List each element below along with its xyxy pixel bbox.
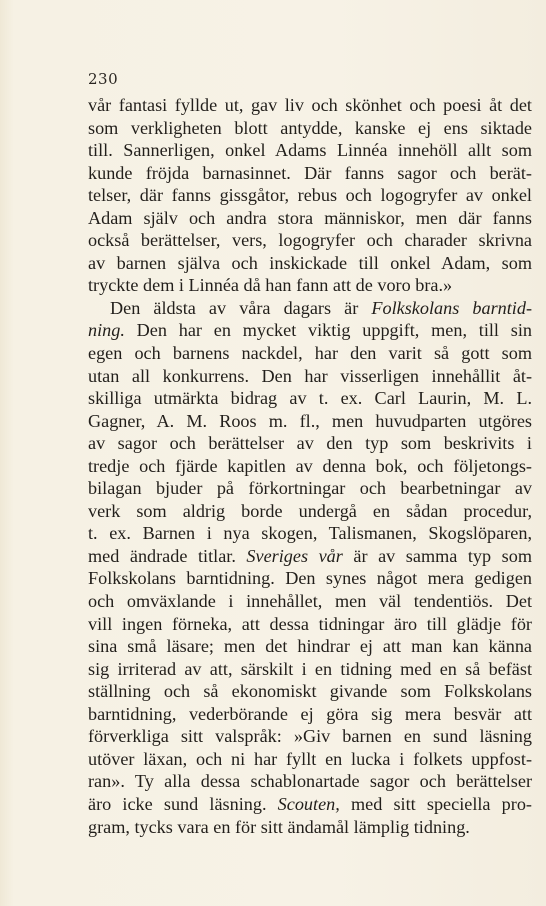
text-line [88,477,532,500]
text-run: utöver läxan, och ni har fyllt en lucka i folkets uppfost- [88,748,532,769]
text-run: sig irriterad av att, särskilt i en tidning med en så befäst [88,658,532,679]
text-line [88,567,532,590]
italic-title: Scouten, [277,793,340,814]
text-run: är av samma typ som [342,545,532,566]
text-line [88,117,532,140]
text-line [88,635,532,658]
text-run: Den äldsta av våra dagars är [110,297,372,318]
italic-title: Folkskolans barntid- [371,297,532,318]
text-run: också berättelser, vers, logogryfer och charader skrivna [88,230,532,251]
text-line [88,162,532,185]
text-line [88,816,532,839]
text-line [88,410,532,433]
text-run: sina små läsare; men det hindrar ej att man kan känna [88,636,532,657]
text-run: tredje och fjärde kapitlen av denna bok, och följetongs- [88,455,532,476]
text-line [88,455,532,478]
text-run: Adam själv och andra stora människor, men där fanns [88,207,532,228]
text-run: äro icke sund läsning. [88,793,278,814]
text-run: ställning och så ekonomiskt givande som Folkskolans [88,681,532,702]
text-run: som verkligheten blott antydde, kanske ej ens siktade [88,117,532,138]
text-line [88,297,532,320]
text-line [88,274,532,297]
text-line [88,658,532,681]
text-line [88,703,532,726]
text-line [88,207,532,230]
text-run: och omväxlande i innehållet, men väl tendentiös. Det [88,591,532,612]
text-run: utan all konkurrens. Den har visserligen innehållit åt- [88,365,532,386]
text-run: vill ingen förneka, att dessa tidningar äro till glädje för [88,613,532,634]
italic-title: ning. [88,320,125,341]
text-line [88,680,532,703]
text-run: telser, där fanns gissgåtor, rebus och logogryfer av onkel [88,185,532,206]
text-run: vår fantasi fyllde ut, gav liv och skönhet och poesi åt det [88,95,532,115]
body-text [88,94,532,838]
text-run: förverkliga sitt valspråk: »Giv barnen en sund läsning [88,726,532,747]
text-run: verk som aldrig borde undergå en sådan procedur, [88,500,532,521]
text-run: Gagner, A. M. Roos m. fl., men huvudparten utgöres [88,410,532,431]
italic-title: Sveriges vår [246,545,343,566]
text-line [88,139,532,162]
text-line [88,365,532,388]
text-line [88,94,532,117]
text-line [88,748,532,771]
text-run: av barnen själva och inskickade till onkel Adam, som [88,252,532,273]
text-line [88,387,532,410]
text-run: tryckte dem i Linnéa då han fann att de voro bra.» [88,275,453,296]
text-run: till. Sannerligen, onkel Adams Linnéa innehöll allt som [88,140,532,161]
text-line [88,770,532,793]
text-run: barntidning, vederbörande ej göra sig mera besvär att [88,703,532,724]
text-run: med sitt speciella pro- [339,793,532,814]
text-line [88,545,532,568]
text-line [88,252,532,275]
text-run: Folkskolans barntidning. Den synes något mera gedigen [88,568,532,589]
text-line [88,590,532,613]
page-number: 230 [88,70,119,88]
text-line [88,184,532,207]
text-line [88,725,532,748]
text-line [88,500,532,523]
text-line [88,432,532,455]
text-run: kunde fröjda barnasinnet. Där fanns sagor och berät- [88,162,532,183]
text-line [88,342,532,365]
text-run: av sagor och berättelser av den typ som beskrivits i [88,433,532,454]
text-run: t. ex. Barnen i nya skogen, Talismanen, Skogslöparen, [88,523,532,544]
text-line [88,229,532,252]
text-run: ran». Ty alla dessa schablonartade sagor och berättelser [88,771,532,792]
text-run: egen och barnens nackdel, har den varit så gott som [88,343,532,364]
text-line [88,319,532,342]
text-line [88,793,532,816]
text-run: bilagan bjuder på förkortningar och bearbetningar av [88,478,532,499]
text-run: med ändrade titlar. [88,545,247,566]
text-run: Den har en mycket viktig uppgift, men, till sin [124,320,532,341]
text-run: skilliga utmärkta bidrag av t. ex. Carl Laurin, M. L. [88,388,532,409]
text-line [88,613,532,636]
text-run: gram, tycks vara en för sitt ändamål lämplig tidning. [88,816,470,837]
text-line [88,522,532,545]
